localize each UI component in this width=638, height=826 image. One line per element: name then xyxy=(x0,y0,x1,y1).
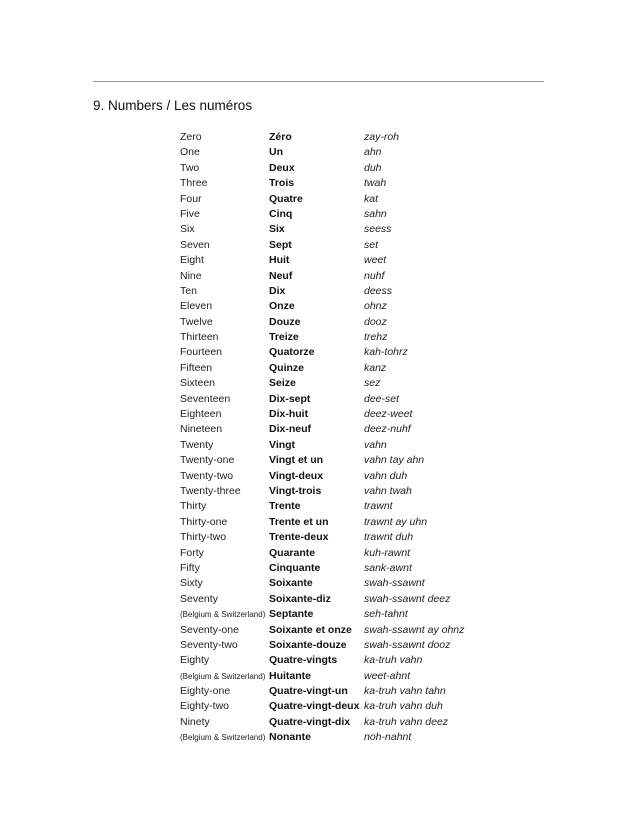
table-row xyxy=(180,592,480,607)
french-number: Trois xyxy=(269,177,295,190)
french-number: Huitante xyxy=(269,669,311,682)
french-number: Soixante-douze xyxy=(269,638,347,651)
french-number: Cinquante xyxy=(269,561,321,574)
french-number: Zéro xyxy=(269,131,292,143)
english-number: Eleven xyxy=(180,300,213,313)
pronunciation: vahn duh xyxy=(364,469,408,482)
pronunciation: ka-truh vahn duh xyxy=(364,700,443,713)
french-number: Seize xyxy=(269,377,296,390)
pronunciation: twah xyxy=(364,177,387,190)
pronunciation: sahn xyxy=(364,207,387,220)
english-number: Six xyxy=(180,223,195,236)
table-row xyxy=(180,484,480,499)
french-number: Neuf xyxy=(269,269,293,282)
french-number: Vingt et un xyxy=(269,454,324,467)
french-number: Vingt xyxy=(269,438,296,451)
french-number: Quatorze xyxy=(269,346,315,359)
english-number: (Belgium & Switzerland) xyxy=(180,733,266,743)
table-row xyxy=(180,176,480,191)
pronunciation: seess xyxy=(364,223,392,236)
english-number: Twenty-three xyxy=(180,484,241,497)
english-number: Sixty xyxy=(180,577,203,590)
french-number: Trente xyxy=(269,500,301,513)
pronunciation: noh-nahnt xyxy=(364,731,412,744)
english-number: Seventy xyxy=(180,592,218,605)
pronunciation: swah-ssawnt deez xyxy=(364,592,451,605)
english-number: Twenty-two xyxy=(180,469,234,482)
english-number: Three xyxy=(180,177,208,190)
english-number: One xyxy=(180,146,200,159)
english-number: Ninety xyxy=(180,715,210,728)
english-number: Seventy-one xyxy=(180,623,239,636)
french-number: Trente-deux xyxy=(269,531,329,544)
pronunciation: deez-weet xyxy=(364,408,413,421)
table-row xyxy=(180,407,480,422)
table-row xyxy=(180,699,480,714)
french-number: Trente et un xyxy=(269,515,329,528)
pronunciation: ka-truh vahn xyxy=(364,654,423,667)
english-number: Twenty-one xyxy=(180,454,235,467)
horizontal-rule xyxy=(93,81,544,82)
pronunciation: vahn tay ahn xyxy=(364,454,425,467)
french-number: Quatre-vingt-deux xyxy=(269,700,360,713)
table-row xyxy=(180,376,480,391)
pronunciation: ahn xyxy=(364,146,382,159)
table-row xyxy=(180,238,480,253)
french-number: Quatre-vingts xyxy=(269,654,338,667)
pronunciation: swah-ssawnt ay ohnz xyxy=(364,623,465,636)
english-number: Eighty-two xyxy=(180,700,230,713)
english-number: Nineteen xyxy=(180,423,223,436)
pronunciation: trawnt duh xyxy=(364,531,414,544)
french-number: Treize xyxy=(269,331,299,344)
table-row xyxy=(180,607,480,622)
english-number: Fifteen xyxy=(180,361,213,374)
english-number: Thirty-one xyxy=(180,515,228,528)
table-row xyxy=(180,499,480,514)
table-row xyxy=(180,684,480,699)
french-number: Quatre-vingt-dix xyxy=(269,715,351,728)
english-number: Eighty-one xyxy=(180,685,231,698)
table-row xyxy=(180,653,480,668)
pronunciation: nuhf xyxy=(364,269,385,282)
english-number: Thirteen xyxy=(180,331,219,344)
numbers-table xyxy=(180,130,480,746)
pronunciation: duh xyxy=(364,161,382,174)
table-row xyxy=(180,222,480,237)
pronunciation: deez-nuhf xyxy=(364,423,411,436)
french-number: Quatre xyxy=(269,192,303,205)
table-row xyxy=(180,730,480,745)
table-row xyxy=(180,192,480,207)
french-number: Dix-sept xyxy=(269,392,311,405)
english-number: Thirty-two xyxy=(180,531,227,544)
french-number: Douze xyxy=(269,315,301,328)
english-number: (Belgium & Switzerland) xyxy=(180,671,266,681)
english-number: Eighty xyxy=(180,654,210,667)
english-number: Ten xyxy=(180,284,197,297)
table-row xyxy=(180,361,480,376)
english-number: Thirty xyxy=(180,500,207,513)
pronunciation: dee-set xyxy=(364,392,400,405)
table-row xyxy=(180,530,480,545)
english-number: Four xyxy=(180,192,202,205)
english-number: Fourteen xyxy=(180,346,223,359)
french-number: Un xyxy=(269,146,283,159)
french-number: Sept xyxy=(269,238,292,251)
french-number: Vingt-deux xyxy=(269,469,324,482)
french-number: Soixante xyxy=(269,577,313,590)
table-row xyxy=(180,130,480,145)
table-row xyxy=(180,576,480,591)
table-row xyxy=(180,469,480,484)
french-number: Quatre-vingt-un xyxy=(269,685,348,698)
french-number: Soixante et onze xyxy=(269,623,352,636)
english-number: Forty xyxy=(180,546,204,559)
french-number: Nonante xyxy=(269,731,311,744)
table-row xyxy=(180,330,480,345)
pronunciation: kah-tohrz xyxy=(364,346,408,359)
french-number: Vingt-trois xyxy=(269,484,322,497)
pronunciation: kuh-rawnt xyxy=(364,546,411,559)
table-row xyxy=(180,715,480,730)
pronunciation: set xyxy=(364,238,379,251)
pronunciation: kat xyxy=(364,192,379,205)
french-number: Dix-huit xyxy=(269,408,309,421)
french-number: Six xyxy=(269,223,285,236)
french-number: Dix-neuf xyxy=(269,423,311,436)
table-row xyxy=(180,299,480,314)
pronunciation: vahn xyxy=(364,438,387,451)
french-number: Quinze xyxy=(269,361,305,374)
english-number: Seventy-two xyxy=(180,638,238,651)
pronunciation: ohnz xyxy=(364,300,387,313)
table-row xyxy=(180,515,480,530)
table-row xyxy=(180,669,480,684)
english-number: Nine xyxy=(180,269,202,282)
table-row xyxy=(180,392,480,407)
french-number: Septante xyxy=(269,608,314,621)
pronunciation: trawnt xyxy=(364,500,393,513)
table-row xyxy=(180,438,480,453)
english-number: Zero xyxy=(180,131,202,143)
table-row xyxy=(180,546,480,561)
english-number: Fifty xyxy=(180,561,200,574)
french-number: Soixante-diz xyxy=(269,592,331,605)
table-row xyxy=(180,638,480,653)
english-number: Eighteen xyxy=(180,408,222,421)
english-number: Two xyxy=(180,161,200,174)
pronunciation: ka-truh vahn tahn xyxy=(364,685,446,698)
table-row xyxy=(180,161,480,176)
table-row xyxy=(180,345,480,360)
english-number: Sixteen xyxy=(180,377,216,390)
table-row xyxy=(180,561,480,576)
pronunciation: weet xyxy=(364,254,387,267)
table-row xyxy=(180,315,480,330)
table-row xyxy=(180,145,480,160)
pronunciation: kanz xyxy=(364,361,387,374)
table-row xyxy=(180,284,480,299)
english-number: Seven xyxy=(180,238,210,251)
english-number: Seventeen xyxy=(180,392,231,405)
pronunciation: seh-tahnt xyxy=(364,608,408,621)
pronunciation: weet-ahnt xyxy=(364,669,411,682)
table-row xyxy=(180,207,480,222)
english-number: (Belgium & Switzerland) xyxy=(180,610,266,620)
french-number: Dix xyxy=(269,284,286,297)
pronunciation: dooz xyxy=(364,315,387,328)
table-row xyxy=(180,269,480,284)
pronunciation: trawnt ay uhn xyxy=(364,515,428,528)
english-number: Twenty xyxy=(180,438,214,451)
pronunciation: zay-roh xyxy=(364,131,400,143)
pronunciation: ka-truh vahn deez xyxy=(364,715,449,728)
pronunciation: deess xyxy=(364,284,393,297)
french-number: Quarante xyxy=(269,546,316,559)
table-row xyxy=(180,453,480,468)
pronunciation: sank-awnt xyxy=(364,561,412,574)
table-row xyxy=(180,422,480,437)
table-row xyxy=(180,253,480,268)
pronunciation: swah-ssawnt xyxy=(364,577,425,590)
french-number: Cinq xyxy=(269,207,293,220)
english-number: Twelve xyxy=(180,315,213,328)
english-number: Five xyxy=(180,207,200,220)
table-row xyxy=(180,623,480,638)
english-number: Eight xyxy=(180,254,204,267)
pronunciation: trehz xyxy=(364,331,388,344)
french-number: Onze xyxy=(269,300,295,313)
pronunciation: sez xyxy=(364,377,381,390)
section-title: 9. Numbers / Les numéros xyxy=(93,98,253,113)
french-number: Huit xyxy=(269,254,290,267)
french-number: Deux xyxy=(269,161,295,174)
pronunciation: vahn twah xyxy=(364,484,412,497)
pronunciation: swah-ssawnt dooz xyxy=(364,638,451,651)
